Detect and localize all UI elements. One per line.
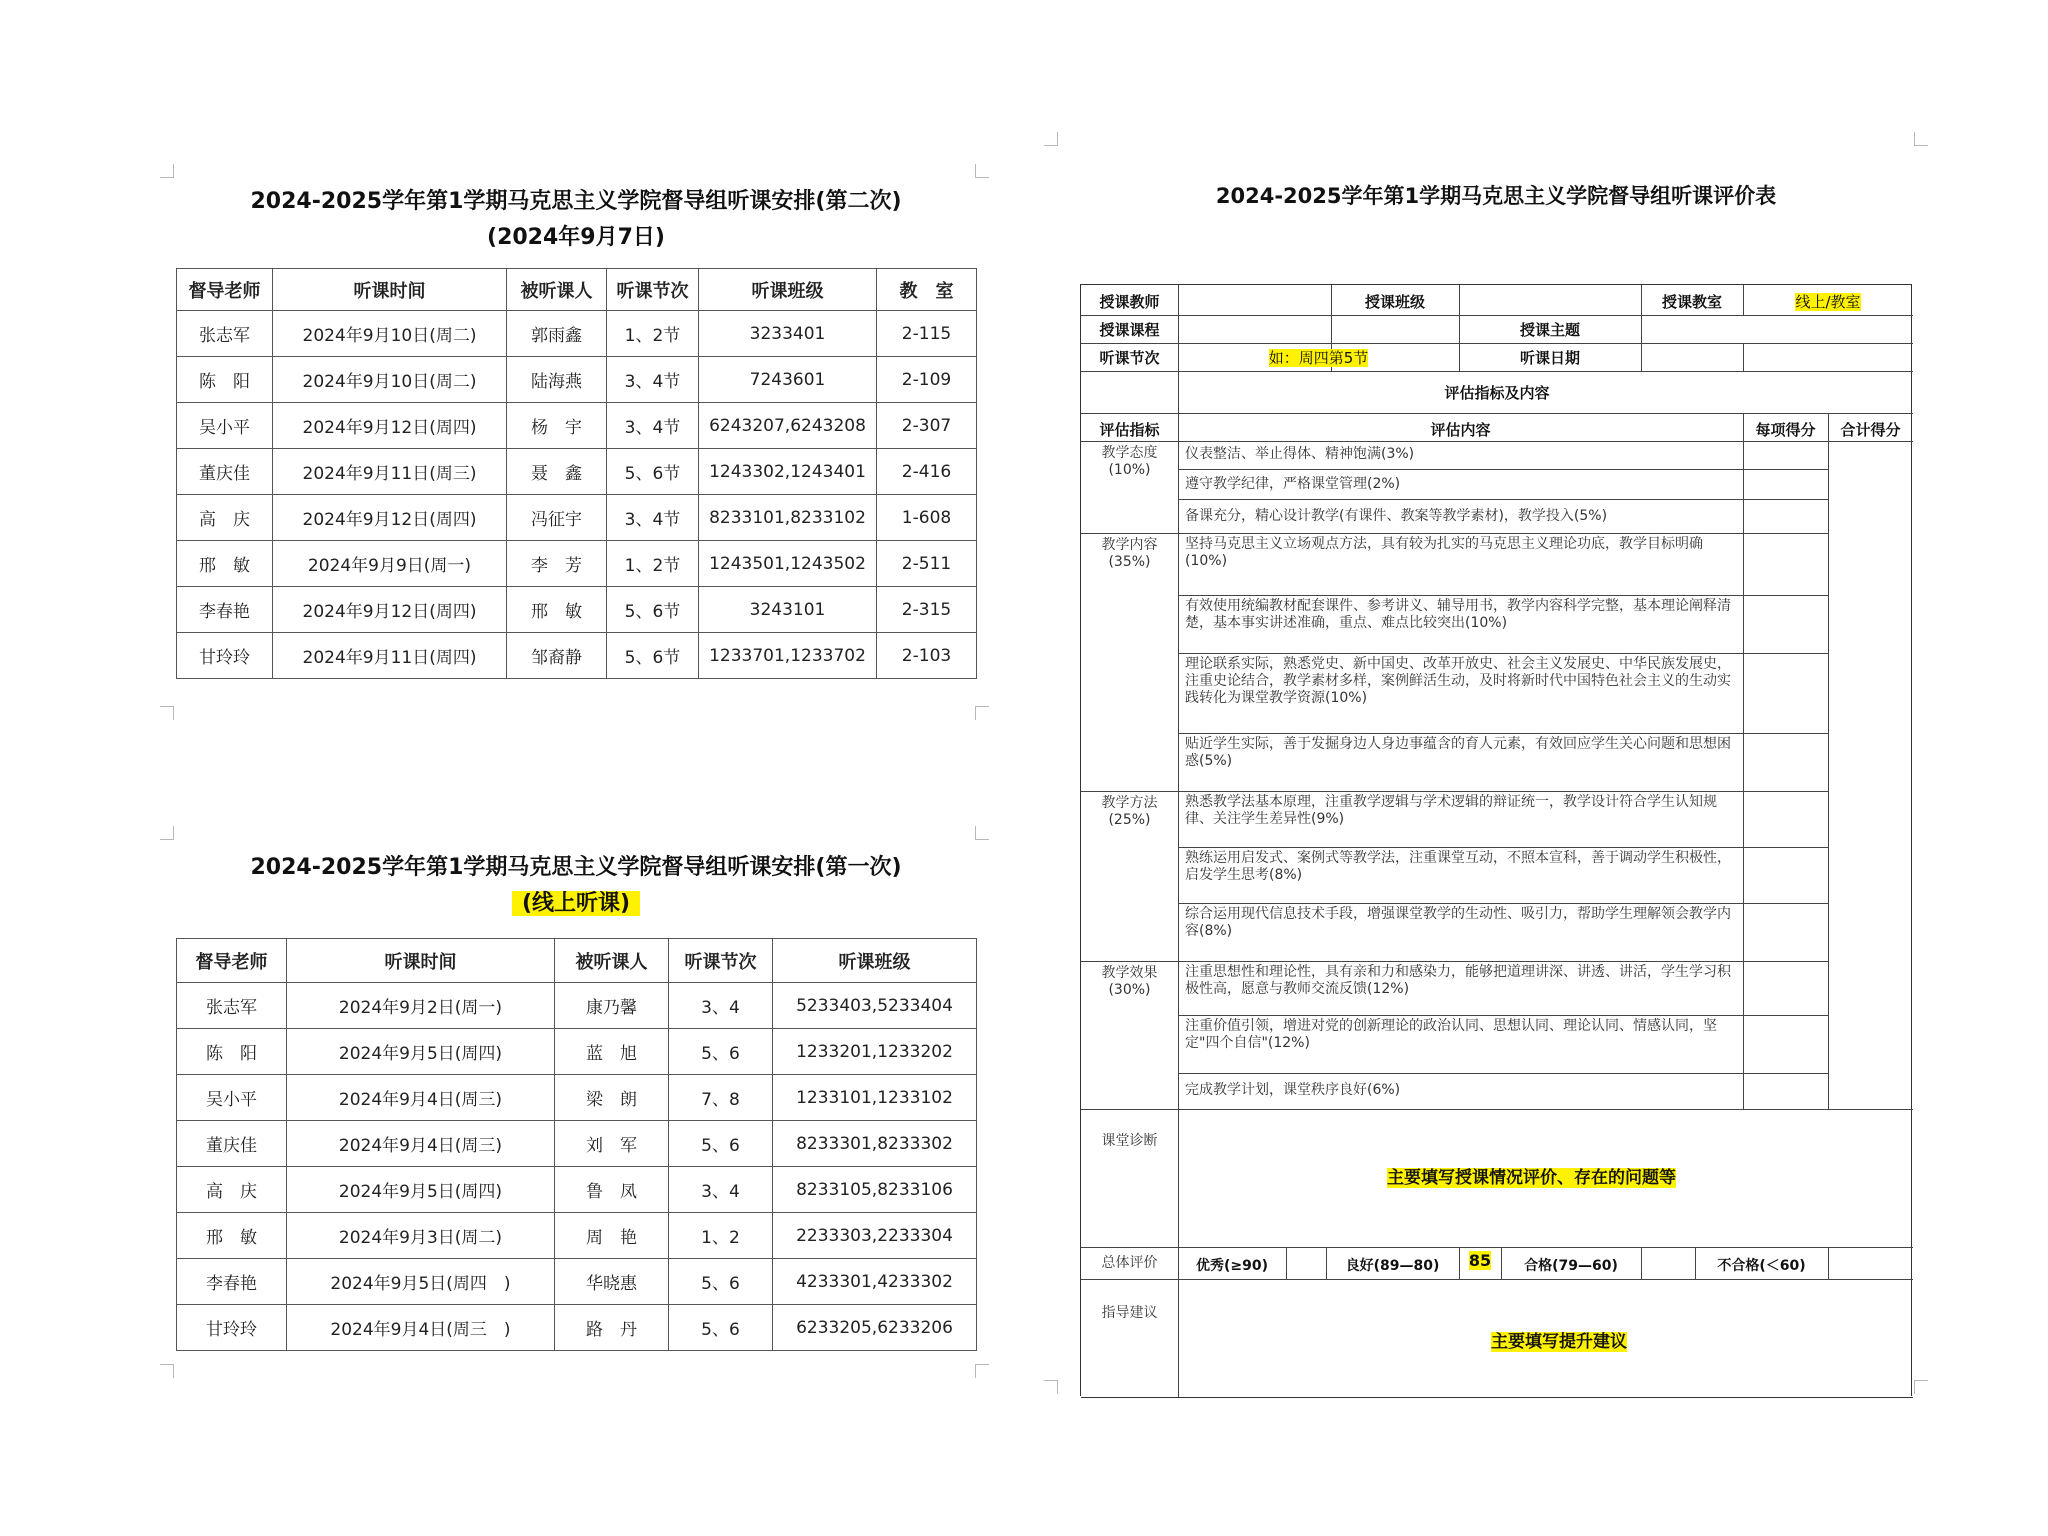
group-pct: (10%) <box>1108 462 1151 478</box>
session-value-text: 如：周四第5节 <box>1268 349 1369 367</box>
table-cell: 2024年9月11日(周四) <box>273 633 507 679</box>
table-cell: 杨 宇 <box>507 403 607 449</box>
crop-mark <box>975 164 989 178</box>
table-cell: 3、4 <box>669 983 773 1029</box>
schedule1-table <box>176 938 977 1351</box>
grade-good: 良好(89—80) <box>1345 1258 1440 1274</box>
table-cell: 1-608 <box>877 495 977 541</box>
table-row <box>177 1305 977 1351</box>
criterion-item: 贴近学生实际，善于发掘身边人身边事蕴含的育人元素，有效回应学生关心问题和思想困惑(5%) <box>1185 736 1731 769</box>
table-cell: 甘玲玲 <box>177 1305 287 1351</box>
header-cell: 督导老师 <box>177 269 273 311</box>
header-cell: 被听课人 <box>507 269 607 311</box>
table-cell: 2-511 <box>877 541 977 587</box>
table-row <box>177 587 977 633</box>
criterion-item: 完成教学计划，课堂秩序良好(6%) <box>1185 1082 1401 1098</box>
table-cell: 8233101,8233102 <box>699 495 877 541</box>
room-label: 授课教室 <box>1661 293 1722 311</box>
group-name: 教学方法 <box>1101 795 1158 811</box>
group-pct: (35%) <box>1108 554 1151 570</box>
table-cell: 吴小平 <box>177 403 273 449</box>
table-cell: 3243101 <box>699 587 877 633</box>
header-cell: 教 室 <box>877 269 977 311</box>
criterion-item: 综合运用现代信息技术手段，增强课堂教学的生动性、吸引力，帮助学生理解领会教学内容(8%) <box>1185 906 1731 939</box>
table-cell: 5、6 <box>669 1259 773 1305</box>
crop-mark <box>975 1364 989 1378</box>
table-cell: 陈 阳 <box>177 357 273 403</box>
criterion-item: 遵守教学纪律，严格课堂管理(2%) <box>1185 476 1401 492</box>
table-cell: 吴小平 <box>177 1075 287 1121</box>
table-cell: 2-315 <box>877 587 977 633</box>
table-cell: 1、2节 <box>607 541 699 587</box>
table-cell: 邢 敏 <box>177 541 273 587</box>
table-cell: 7、8 <box>669 1075 773 1121</box>
group-name: 教学效果 <box>1101 965 1158 981</box>
table-cell: 刘 军 <box>555 1121 669 1167</box>
schedule2-subtitle: (2024年9月7日) <box>487 225 665 250</box>
topic-label: 授课主题 <box>1519 321 1580 339</box>
table-cell: 2233303,2233304 <box>773 1213 977 1259</box>
class-value-cell[interactable] <box>1459 285 1641 315</box>
course-label: 授课课程 <box>1099 321 1160 339</box>
table-cell: 1233101,1233102 <box>773 1075 977 1121</box>
table-cell: 2024年9月12日(周四) <box>273 587 507 633</box>
table-row <box>177 1259 977 1305</box>
criterion-item: 备课充分，精心设计教学(有课件、教案等教学素材)，教学投入(5%) <box>1185 508 1608 524</box>
grade-fail: 不合格(＜60) <box>1717 1258 1806 1274</box>
table-cell: 李 芳 <box>507 541 607 587</box>
teacher-label: 授课教师 <box>1099 293 1160 311</box>
table-cell: 张志军 <box>177 311 273 357</box>
advice-note <box>1491 1327 1627 1352</box>
table-cell: 3、4节 <box>607 403 699 449</box>
table-cell: 8233105,8233106 <box>773 1167 977 1213</box>
table-cell: 1243501,1243502 <box>699 541 877 587</box>
table-cell: 2024年9月9日(周一) <box>273 541 507 587</box>
crop-mark <box>1914 1380 1928 1394</box>
criterion-item: 理论联系实际，熟悉党史、新中国史、改革开放史、社会主义发展史、中华民族发展史，注重史论结合，教学素材多样，案例鲜活生动，及时将新时代中国特色社会主义的生动实践转化为课堂教学资源(10%) <box>1185 656 1731 706</box>
criterion-item: 注重价值引领，增进对党的创新理论的政治认同、思想认同、理论认同、情感认同，坚定"四个自信"(12%) <box>1185 1018 1717 1051</box>
table-row <box>177 357 977 403</box>
group-name: 教学内容 <box>1101 537 1158 553</box>
table-cell: 2024年9月4日(周三) <box>287 1121 555 1167</box>
total-score-header: 合计得分 <box>1840 421 1901 439</box>
schedule2-table <box>176 268 977 679</box>
table-cell: 3、4节 <box>607 495 699 541</box>
table-row <box>177 449 977 495</box>
session-value[interactable] <box>1178 347 1459 368</box>
table-cell: 6233205,6233206 <box>773 1305 977 1351</box>
table-cell: 5、6 <box>669 1029 773 1075</box>
table-cell: 5233403,5233404 <box>773 983 977 1029</box>
criterion-item: 注重思想性和理论性，具有亲和力和感染力，能够把道理讲深、讲透、讲活，学生学习积极性高，愿意与教师交流反馈(12%) <box>1185 964 1731 997</box>
group-name: 教学态度 <box>1101 445 1158 461</box>
crop-mark <box>160 706 174 720</box>
crop-mark <box>1044 132 1058 146</box>
table-row <box>177 1167 977 1213</box>
group-pct: (30%) <box>1108 982 1151 998</box>
table-row <box>177 541 977 587</box>
content-header: 评估内容 <box>1430 421 1491 439</box>
grade-pass: 合格(79—60) <box>1524 1258 1618 1274</box>
crop-mark <box>1914 132 1928 146</box>
header-cell: 听课班级 <box>699 269 877 311</box>
table-cell: 陈 阳 <box>177 1029 287 1075</box>
item-score-header: 每项得分 <box>1755 421 1816 439</box>
table-cell: 4233301,4233302 <box>773 1259 977 1305</box>
table-cell: 2-109 <box>877 357 977 403</box>
table-cell: 邢 敏 <box>507 587 607 633</box>
table-cell: 5、6节 <box>607 633 699 679</box>
table-row <box>177 495 977 541</box>
schedule1-title: 2024-2025学年第1学期马克思主义学院督导组听课安排(第一次) <box>250 855 902 880</box>
table-row <box>177 311 977 357</box>
table-cell: 2024年9月2日(周一) <box>287 983 555 1029</box>
crop-mark <box>1044 1380 1058 1394</box>
table-cell: 5、6 <box>669 1305 773 1351</box>
overall-label: 总体评价 <box>1101 1255 1158 1271</box>
table-cell: 2024年9月10日(周二) <box>273 357 507 403</box>
table-cell: 2024年9月11日(周三) <box>273 449 507 495</box>
crop-mark <box>975 706 989 720</box>
header-cell: 督导老师 <box>177 939 287 983</box>
table-cell: 2024年9月5日(周四) <box>287 1167 555 1213</box>
criterion-item: 仪表整洁、举止得体、精神饱满(3%) <box>1185 446 1415 462</box>
table-cell: 冯征宇 <box>507 495 607 541</box>
grade-score[interactable] <box>1459 1251 1501 1270</box>
indicator-header: 评估指标 <box>1099 421 1160 439</box>
table-cell: 2024年9月5日(周四) <box>287 1029 555 1075</box>
table-cell: 康乃馨 <box>555 983 669 1029</box>
table-cell: 高 庆 <box>177 1167 287 1213</box>
diagnosis-label: 课堂诊断 <box>1101 1133 1158 1149</box>
table-row <box>177 983 977 1029</box>
table-cell: 2024年9月5日(周四 ) <box>287 1259 555 1305</box>
table-cell: 2-103 <box>877 633 977 679</box>
table-cell: 7243601 <box>699 357 877 403</box>
table-cell: 2-416 <box>877 449 977 495</box>
table-row <box>177 633 977 679</box>
date-label: 听课日期 <box>1519 349 1580 367</box>
group-pct: (25%) <box>1108 812 1151 828</box>
evaluation-title: 2024-2025学年第1学期马克思主义学院督导组听课评价表 <box>1215 184 1777 208</box>
table-cell: 5、6 <box>669 1121 773 1167</box>
advice-label: 指导建议 <box>1101 1305 1158 1321</box>
table-cell: 董庆佳 <box>177 1121 287 1167</box>
room-value[interactable] <box>1743 291 1913 312</box>
table-row <box>177 1121 977 1167</box>
table-cell: 8233301,8233302 <box>773 1121 977 1167</box>
criterion-item: 熟练运用启发式、案例式等教学法，注重课堂互动，不照本宣科，善于调动学生积极性，启发学生思考(8%) <box>1185 850 1731 883</box>
table-cell: 华晓惠 <box>555 1259 669 1305</box>
schedule1-subtitle-text: (线上听课) <box>512 891 640 916</box>
table-cell: 2024年9月4日(周三 ) <box>287 1305 555 1351</box>
table-row <box>177 1213 977 1259</box>
table-cell: 路 丹 <box>555 1305 669 1351</box>
table-cell: 李春艳 <box>177 587 273 633</box>
grade-score-text: 85 <box>1468 1251 1492 1270</box>
header-cell: 听课时间 <box>273 269 507 311</box>
table-cell: 蓝 旭 <box>555 1029 669 1075</box>
table-cell: 2024年9月12日(周四) <box>273 495 507 541</box>
table-cell: 6243207,6243208 <box>699 403 877 449</box>
table-row <box>177 1029 977 1075</box>
crop-mark <box>975 826 989 840</box>
table-cell: 高 庆 <box>177 495 273 541</box>
header-cell: 听课时间 <box>287 939 555 983</box>
header-cell: 被听课人 <box>555 939 669 983</box>
section-title: 评估指标及内容 <box>1444 384 1550 402</box>
table-cell: 2024年9月3日(周二) <box>287 1213 555 1259</box>
crop-mark <box>160 164 174 178</box>
advice-note-text: 主要填写提升建议 <box>1491 1332 1627 1352</box>
table-cell: 1、2 <box>669 1213 773 1259</box>
table-cell: 1、2节 <box>607 311 699 357</box>
header-cell: 听课班级 <box>773 939 977 983</box>
table-row <box>177 1075 977 1121</box>
diagnosis-note <box>1387 1163 1676 1188</box>
table-cell: 聂 鑫 <box>507 449 607 495</box>
table-cell: 梁 朗 <box>555 1075 669 1121</box>
table-cell: 张志军 <box>177 983 287 1029</box>
criterion-item: 熟悉教学法基本原理，注重教学逻辑与学术逻辑的辩证统一，教学设计符合学生认知规律、关注学生差异性(9%) <box>1185 794 1717 827</box>
table-cell: 邹裔静 <box>507 633 607 679</box>
table-cell: 陆海燕 <box>507 357 607 403</box>
table-cell: 2024年9月10日(周二) <box>273 311 507 357</box>
teacher-value-cell[interactable] <box>1178 285 1331 315</box>
table-cell: 1243302,1243401 <box>699 449 877 495</box>
table-cell: 2024年9月12日(周四) <box>273 403 507 449</box>
schedule1-subtitle <box>176 886 976 917</box>
table-cell: 3、4 <box>669 1167 773 1213</box>
criterion-item: 有效使用统编教材配套课件、参考讲义、辅导用书，教学内容科学完整，基本理论阐释清楚，基本事实讲述准确，重点、难点比较突出(10%) <box>1185 598 1731 631</box>
table-cell: 董庆佳 <box>177 449 273 495</box>
table-cell: 5、6节 <box>607 587 699 633</box>
table-cell: 1233201,1233202 <box>773 1029 977 1075</box>
table-cell: 李春艳 <box>177 1259 287 1305</box>
table-cell: 周 艳 <box>555 1213 669 1259</box>
table-cell: 2-115 <box>877 311 977 357</box>
table-cell: 甘玲玲 <box>177 633 273 679</box>
table-cell: 3233401 <box>699 311 877 357</box>
table-cell: 5、6节 <box>607 449 699 495</box>
table-cell: 2-307 <box>877 403 977 449</box>
diagnosis-note-text: 主要填写授课情况评价、存在的问题等 <box>1387 1168 1676 1188</box>
header-cell: 听课节次 <box>607 269 699 311</box>
schedule2-title: 2024-2025学年第1学期马克思主义学院督导组听课安排(第二次) <box>250 189 902 214</box>
table-cell: 3、4节 <box>607 357 699 403</box>
class-label: 授课班级 <box>1364 293 1425 311</box>
evaluation-form <box>1080 284 1912 1396</box>
table-cell: 郭雨鑫 <box>507 311 607 357</box>
table-cell: 邢 敏 <box>177 1213 287 1259</box>
room-value-text: 线上/教室 <box>1795 293 1861 311</box>
table-cell: 1233701,1233702 <box>699 633 877 679</box>
table-cell: 2024年9月4日(周三) <box>287 1075 555 1121</box>
crop-mark <box>160 1364 174 1378</box>
table-row <box>177 403 977 449</box>
session-label: 听课节次 <box>1099 349 1160 367</box>
table-cell: 鲁 凤 <box>555 1167 669 1213</box>
crop-mark <box>160 826 174 840</box>
criterion-item: 坚持马克思主义立场观点方法，具有较为扎实的马克思主义理论功底，教学目标明确(10%) <box>1185 536 1703 569</box>
header-cell: 听课节次 <box>669 939 773 983</box>
grade-excellent: 优秀(≥90) <box>1195 1258 1268 1274</box>
